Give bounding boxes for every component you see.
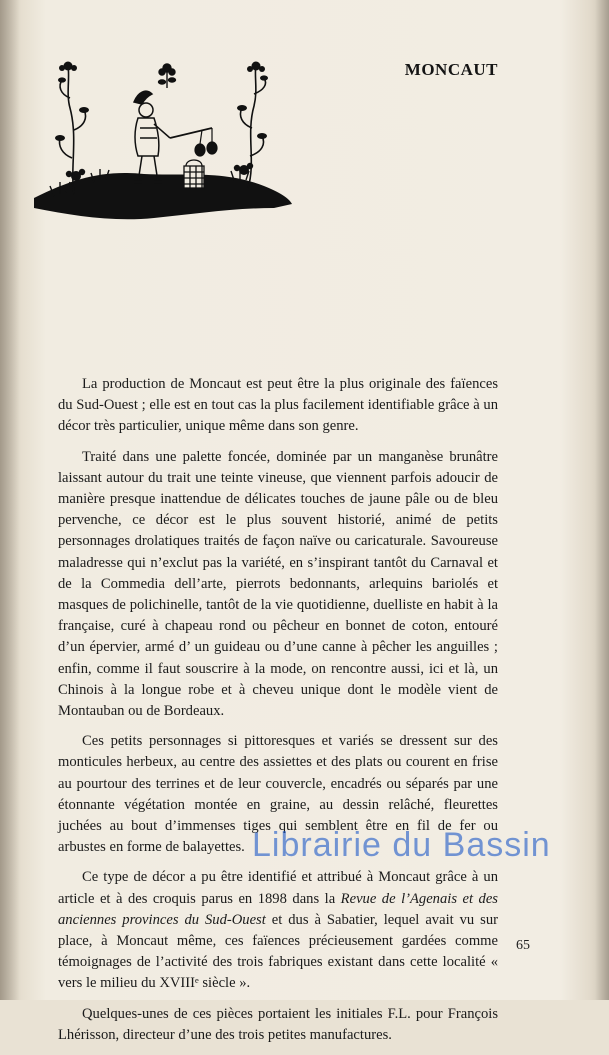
page-number: 65	[516, 938, 530, 953]
middle-flower	[159, 64, 176, 88]
gutter-shadow	[0, 0, 20, 1000]
watermark: Librairie du Bassin	[252, 826, 551, 864]
journal-title: Revue de l’Agenais et des anciennes provinces du Sud-Ouest	[58, 890, 498, 928]
paragraph	[58, 867, 498, 994]
paragraph-text: Ce type de décor a pu être identifié et attribué à Moncaut grâce à un article et à des croquis parus en 1898 dans la	[58, 869, 498, 907]
paragraph: Traité dans une palette foncée, dominée par un manganèse brunâtre laissant autour du trait une teinte vineuse, que viennent parfois adoucir de manière presque inattendue de délicates touches de jaune pâle ou de bleu pervenche, ce décor est le plus souvent historié, animé de petits personnages drolatiques traités de façon naïve ou caricaturale. Savoureuse maladresse qui n’exclut pas la variété, en s’inspirant tantôt du Carnaval et de la Commedia dell’arte, pierrots bedonnants, arlequins bariolés et masques de polichinelle, tantôt de la vie quotidienne, duelliste en habit à la française, curé à chapeau rond ou pêcheur en bonnet de coton, entouré d’un épervier, armé d’ un guideau ou d’une canne à pêcher les anguilles ; enfin, comme il faut souscrire à la mode, on rencontre aussi, ici et là, un Chinois à la longue robe et à cheveu unique dont le modèle vient de Montauban ou de Bordeaux.	[58, 448, 498, 720]
page-title: MONCAUT	[404, 60, 498, 79]
paragraph: Quelques-unes de ces pièces portaient les initiales F.L. pour François Lhérisson, directeur d’une des trois petites manufactures.	[58, 1005, 498, 1043]
body-text	[58, 374, 498, 1055]
paragraph-text: et dus à Sabatier, lequel avait vu sur place, à Moncaut même, ces faïences précieusement gardées comme témoignages de l’activité des trois fabriques existant dans cette localité « vers le milieu du XVIIIᵉ siècle ».	[58, 911, 499, 992]
basket	[184, 160, 204, 188]
paragraph: La production de Moncaut est peut être la plus originale des faïences du Sud-Ouest ; elle est en tout cas la plus facilement identifiable grâce à un décor très particulier, unique même dans son genre.	[58, 376, 498, 435]
faience-decor-illustration-icon	[34, 58, 292, 224]
paragraph: Ces petits personnages si pittoresques et variés se dressent sur des monticules herbeux, au centre des assiettes et des plats ou courent en frise au pourtour des terrines et de leur couvercle, encadrés ou séparés par une étonnante végétation montée en graine, au dessin relâché, fleurettes juchées au bout d’immenses tiges qui semblent être en fil de fer ou arbustes en forme de balayettes.	[58, 733, 498, 856]
hanging-catch	[195, 128, 217, 156]
